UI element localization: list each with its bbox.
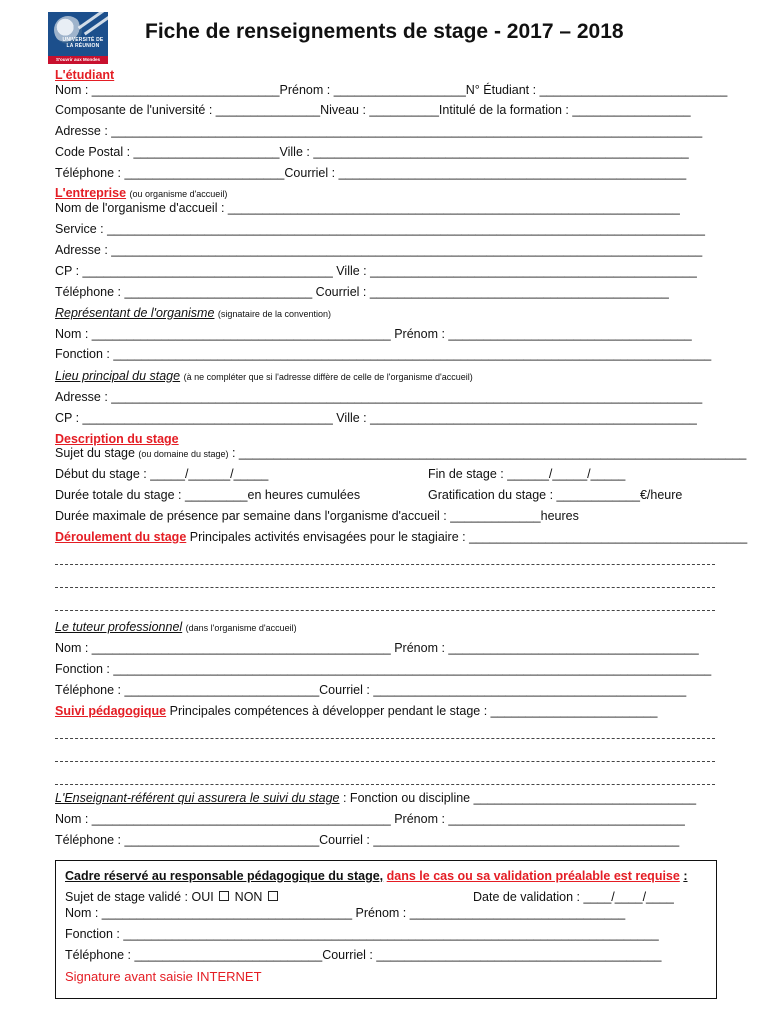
lieu-heading: Lieu principal du stage bbox=[55, 369, 181, 383]
entreprise-adresse-field[interactable]: Adresse : _____________________________________________________________________________________ bbox=[55, 243, 703, 257]
description-heading: Description du stage bbox=[55, 432, 179, 446]
logo-line2: LA RÉUNION bbox=[66, 42, 100, 49]
entreprise-service-field[interactable]: Service : ______________________________________________________________________________________ bbox=[55, 222, 705, 236]
suivi-text[interactable]: Principales compétences à développer pendant le stage : ________________________ bbox=[169, 704, 658, 718]
page-title: Fiche de renseignements de stage - 2017 – 2018 bbox=[145, 20, 624, 43]
representant-heading: Représentant de l'organisme bbox=[55, 306, 215, 320]
answer-line[interactable] bbox=[55, 609, 715, 611]
etudiant-composante-field[interactable]: Composante de l'université : _______________Niveau : __________Intitulé de la formation : _________________ bbox=[55, 103, 691, 117]
answer-line[interactable] bbox=[55, 737, 715, 739]
representant-nom-field[interactable]: Nom : ___________________________________________ Prénom : ___________________________________ bbox=[55, 327, 692, 341]
answer-line[interactable] bbox=[55, 586, 715, 588]
tuteur-heading-row bbox=[55, 620, 297, 636]
etudiant-adresse-field[interactable]: Adresse : _____________________________________________________________________________________ bbox=[55, 124, 703, 138]
answer-line[interactable] bbox=[55, 563, 715, 565]
gratification-field[interactable]: Gratification du stage : ____________€/heure bbox=[428, 488, 683, 502]
sujet-field[interactable]: : _________________________________________________________________________ bbox=[231, 446, 747, 460]
cadre-heading-row bbox=[65, 869, 688, 884]
oui-checkbox[interactable] bbox=[219, 891, 229, 901]
lieu-cp-field[interactable]: CP : ____________________________________ Ville : _______________________________________________ bbox=[55, 411, 697, 425]
cadre-heading-end: : bbox=[683, 869, 688, 883]
sujet-label: Sujet du stage bbox=[55, 446, 135, 460]
cadre-fonction-field[interactable]: Fonction : _____________________________________________________________________________ bbox=[65, 927, 659, 941]
duree-field[interactable]: Durée totale du stage : _________en heures cumulées bbox=[55, 488, 361, 502]
representant-heading-row bbox=[55, 306, 331, 322]
entreprise-telephone-field[interactable]: Téléphone : ___________________________ Courriel : ___________________________________________ bbox=[55, 285, 669, 299]
entreprise-heading-row bbox=[55, 186, 227, 202]
etudiant-heading: L'étudiant bbox=[55, 68, 115, 82]
representant-note: (signataire de la convention) bbox=[217, 309, 331, 319]
cadre-heading-red: dans le cas ou sa validation préalable est requise bbox=[386, 869, 680, 883]
deroulement-text[interactable]: Principales activités envisagées pour le stagiaire : ________________________________________ bbox=[189, 530, 748, 544]
lieu-note: (à ne compléter que si l'adresse diffère de celle de l'organisme d'accueil) bbox=[183, 372, 473, 382]
cadre-telephone-field[interactable]: Téléphone : ___________________________Courriel : _________________________________________ bbox=[65, 948, 662, 962]
date-validation-field[interactable]: Date de validation : ____/____/____ bbox=[473, 890, 674, 904]
duree-max-field[interactable]: Durée maximale de présence par semaine dans l'organisme d'accueil : _____________heures bbox=[55, 509, 579, 523]
logo-tagline: S'ouvrir aux Mondes bbox=[48, 56, 108, 64]
non-label: NON bbox=[234, 890, 263, 904]
logo-text bbox=[60, 38, 106, 49]
etudiant-telephone-field[interactable]: Téléphone : _______________________Courriel : __________________________________________________ bbox=[55, 166, 687, 180]
entreprise-heading: L'entreprise bbox=[55, 186, 127, 200]
sujet-valide-label: Sujet de stage validé : OUI bbox=[65, 890, 214, 904]
deroulement-heading: Déroulement du stage bbox=[55, 530, 187, 544]
validation-box bbox=[55, 860, 717, 999]
signature-note: Signature avant saisie INTERNET bbox=[65, 969, 262, 984]
fin-stage-field[interactable]: Fin de stage : ______/_____/_____ bbox=[428, 467, 626, 481]
etudiant-nom-field[interactable]: Nom : ___________________________Prénom : ___________________N° Étudiant : ___________________________ bbox=[55, 83, 728, 97]
deroulement-row[interactable] bbox=[55, 530, 747, 545]
answer-line[interactable] bbox=[55, 783, 715, 785]
tuteur-note: (dans l'organisme d'accueil) bbox=[185, 623, 297, 633]
enseignant-telephone-field[interactable]: Téléphone : ____________________________Courriel : ____________________________________________ bbox=[55, 833, 680, 847]
enseignant-heading: L'Enseignant-référent qui assurera le suivi du stage bbox=[55, 791, 340, 805]
entreprise-nom-field[interactable]: Nom de l'organisme d'accueil : _________________________________________________________________ bbox=[55, 201, 680, 215]
tuteur-heading: Le tuteur professionnel bbox=[55, 620, 183, 634]
representant-fonction-field[interactable]: Fonction : ______________________________________________________________________________________ bbox=[55, 347, 712, 361]
enseignant-nom-field[interactable]: Nom : ___________________________________________ Prénom : __________________________________ bbox=[55, 812, 685, 826]
tuteur-fonction-field[interactable]: Fonction : ______________________________________________________________________________________ bbox=[55, 662, 712, 676]
suivi-row[interactable] bbox=[55, 704, 658, 719]
cadre-heading: Cadre réservé au responsable pédagogique du stage, bbox=[65, 869, 384, 883]
lieu-heading-row bbox=[55, 369, 473, 385]
non-checkbox[interactable] bbox=[268, 891, 278, 901]
enseignant-text[interactable]: : Fonction ou discipline ________________________________ bbox=[342, 791, 697, 805]
description-sujet-row[interactable] bbox=[55, 446, 746, 462]
debut-stage-field[interactable]: Début du stage : _____/______/_____ bbox=[55, 467, 269, 481]
cadre-nom-field[interactable]: Nom : ____________________________________ Prénom : _______________________________ bbox=[65, 906, 626, 920]
lieu-adresse-field[interactable]: Adresse : _____________________________________________________________________________________ bbox=[55, 390, 703, 404]
logo-line1: UNIVERSITÉ DE bbox=[62, 37, 104, 43]
tuteur-telephone-field[interactable]: Téléphone : ____________________________Courriel : _____________________________________________ bbox=[55, 683, 687, 697]
tuteur-nom-field[interactable]: Nom : ___________________________________________ Prénom : ____________________________________ bbox=[55, 641, 699, 655]
sujet-valide-row bbox=[65, 890, 280, 905]
entreprise-cp-field[interactable]: CP : ____________________________________ Ville : _______________________________________________ bbox=[55, 264, 697, 278]
enseignant-row[interactable] bbox=[55, 791, 696, 806]
etudiant-code-postal-field[interactable]: Code Postal : _____________________Ville : ______________________________________________________ bbox=[55, 145, 689, 159]
entreprise-note: (ou organisme d'accueil) bbox=[129, 189, 228, 199]
sujet-note: (ou domaine du stage) bbox=[138, 449, 229, 459]
university-logo bbox=[48, 12, 108, 64]
suivi-heading: Suivi pédagogique bbox=[55, 704, 167, 718]
answer-line[interactable] bbox=[55, 760, 715, 762]
